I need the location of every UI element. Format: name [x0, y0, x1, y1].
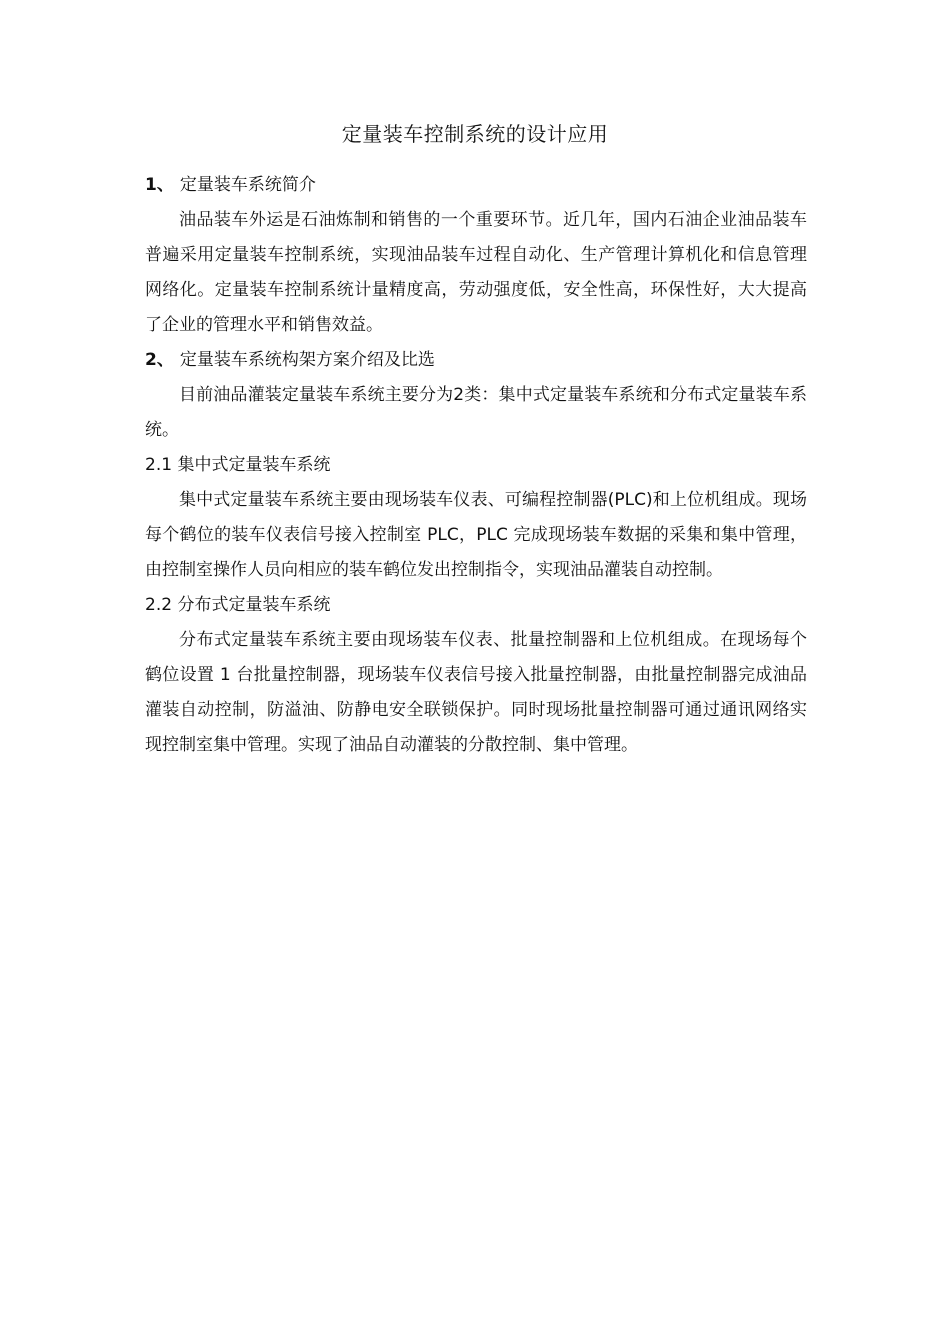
section-heading-2-2	[145, 588, 807, 623]
section-number-1: 1、	[145, 175, 174, 195]
section-heading-1	[145, 168, 807, 203]
section-title-2-2: 2.2 分布式定量装车系统	[145, 595, 331, 615]
section-paragraph-2-2: 分布式定量装车系统主要由现场装车仪表、批量控制器和上位机组成。在现场每个鹤位设置 1 台批量控制器，现场装车仪表信号接入批量控制器，由批量控制器完成油品灌装自动控制，防溢油、防静电安全联锁保护。同时现场批量控制器可通过通讯网络实现控制室集中管理。实现了油品自动灌装的分散控制、集中管理。	[145, 630, 807, 755]
section-paragraph-2-1: 集中式定量装车系统主要由现场装车仪表、可编程控制器(PLC)和上位机组成。现场每个鹤位的装车仪表信号接入控制室 PLC，PLC 完成现场装车数据的采集和集中管理，由控制室操作人员向相应的装车鹤位发出控制指令，实现油品灌装自动控制。	[145, 490, 807, 580]
section-heading-2-1	[145, 448, 807, 483]
section-title-1: 定量装车系统简介	[179, 175, 316, 195]
section-title-2: 定量装车系统构架方案介绍及比选	[179, 350, 435, 370]
section-paragraph-1: 油品装车外运是石油炼制和销售的一个重要环节。近几年，国内石油企业油品装车普遍采用定量装车控制系统，实现油品装车过程自动化、生产管理计算机化和信息管理网络化。定量装车控制系统计量精度高，劳动强度低，安全性高，环保性好，大大提高了企业的管理水平和销售效益。	[145, 210, 807, 335]
document-title: 定量装车控制系统的设计应用	[341, 122, 609, 146]
document-body	[145, 168, 807, 763]
section-number-2: 2、	[145, 350, 174, 370]
section-paragraph-2: 目前油品灌装定量装车系统主要分为2类：集中式定量装车系统和分布式定量装车系统。	[145, 385, 807, 440]
section-heading-2	[145, 343, 807, 378]
section-title-2-1: 2.1 集中式定量装车系统	[145, 455, 331, 475]
